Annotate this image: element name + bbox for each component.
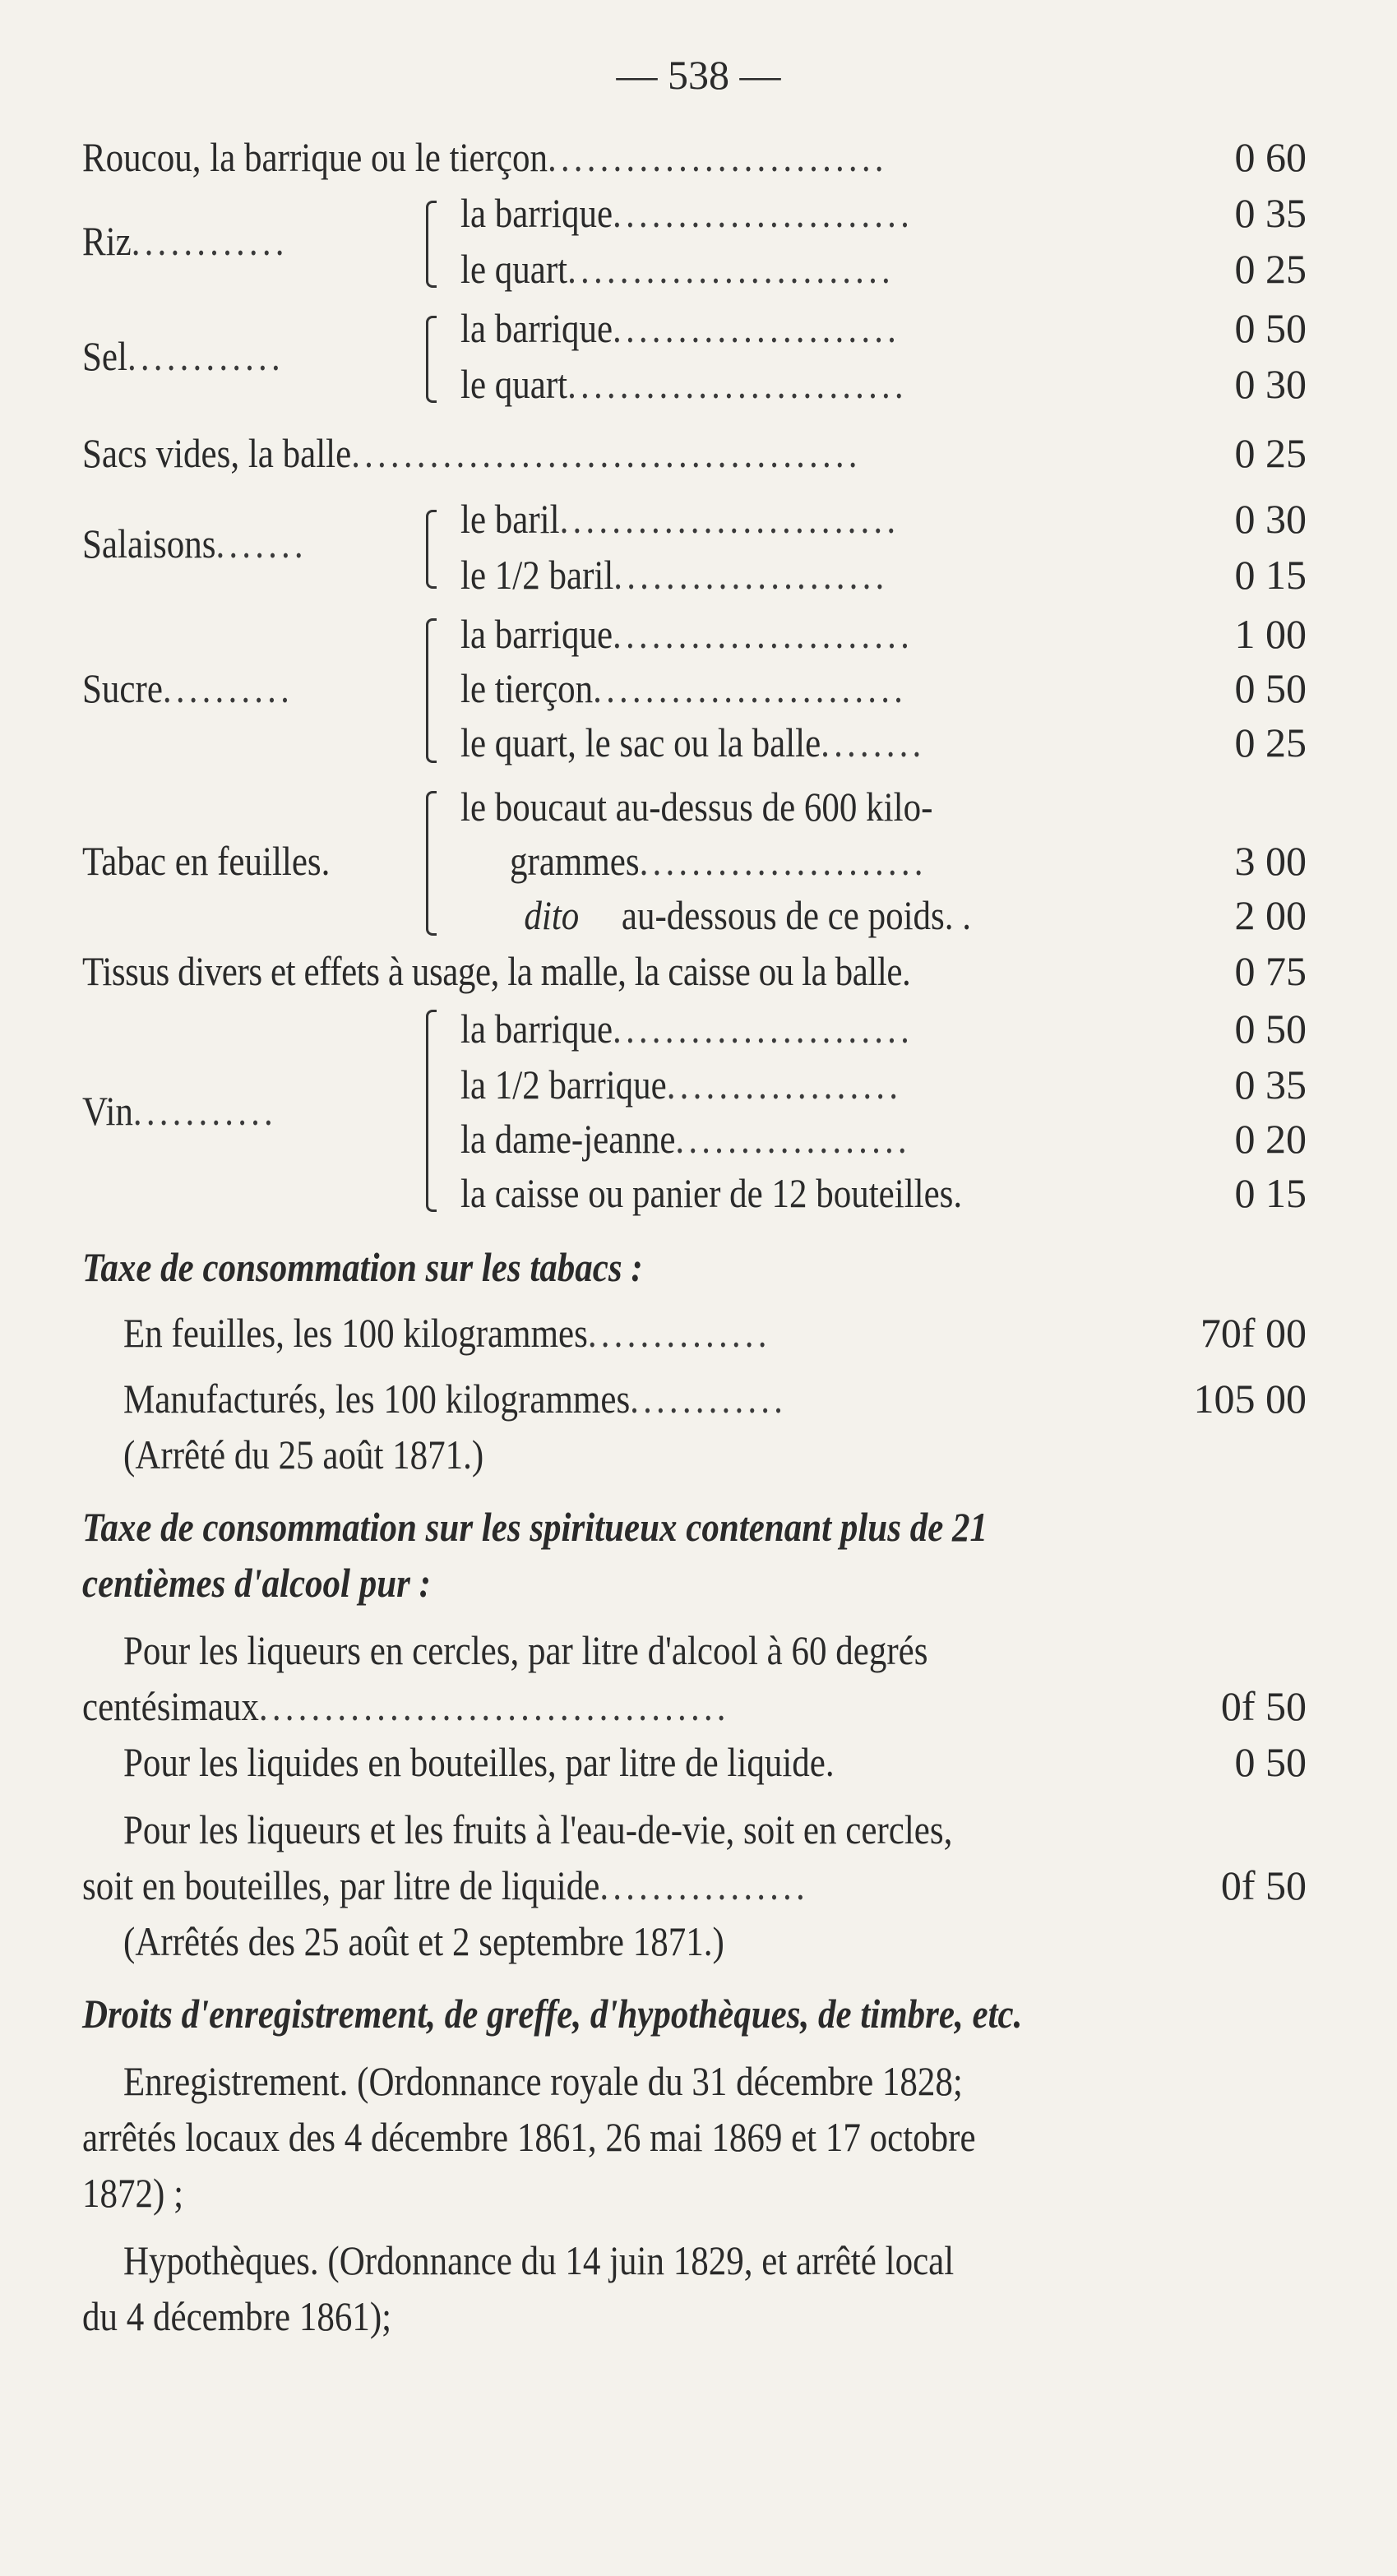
sel-sub1 xyxy=(460,303,900,354)
riz-brace xyxy=(426,201,437,288)
leader-dots: ............ xyxy=(127,333,284,379)
roucou-line xyxy=(82,132,888,183)
sucre-val1: 1 00 xyxy=(1234,611,1307,657)
sacs-label: Sacs vides, la balle xyxy=(82,430,352,476)
spiritueux-p3-value: 0f 50 xyxy=(1220,1862,1307,1908)
roucou-label: Roucou, la barrique ou le tierçon xyxy=(82,134,548,180)
leader-dots: ..................... xyxy=(613,552,889,598)
vin-sub3 xyxy=(460,1113,911,1164)
leader-dots: .................................... xyxy=(258,1683,730,1729)
salaisons-sub1-text: le baril xyxy=(460,496,560,542)
spiritueux-title-1: Taxe de consommation sur les spiritueux contenant plus de 21 xyxy=(82,1504,988,1550)
leader-dots: .............. xyxy=(587,1310,771,1356)
sacs-value: 0 25 xyxy=(1234,430,1307,476)
leader-dots: ....................... xyxy=(613,190,914,236)
leader-dots: ....... xyxy=(215,520,308,567)
leader-dots: ................ xyxy=(599,1862,809,1908)
sel-val2: 0 30 xyxy=(1234,361,1307,407)
tabacs-feuilles-label: En feuilles, les 100 kilogrammes xyxy=(123,1310,588,1356)
vin-val4: 0 15 xyxy=(1234,1170,1307,1216)
leader-dots: ...................... xyxy=(613,305,901,351)
tabac-sub2 xyxy=(460,890,971,941)
vin-sub2-text: la 1/2 barrique xyxy=(460,1061,667,1108)
leader-dots: .......................... xyxy=(547,134,888,180)
tabac-sub1b xyxy=(510,835,927,886)
leader-dots: ...................... xyxy=(639,838,927,884)
spiritueux-p1a: Pour les liqueurs en cercles, par litre d'alcool à 60 degrés xyxy=(123,1627,928,1673)
vin-sub4: la caisse ou panier de 12 bouteilles. xyxy=(460,1170,963,1216)
tabacs-section-title: Taxe de consommation sur les tabacs : xyxy=(82,1244,643,1290)
salaisons-sub1 xyxy=(460,493,900,544)
salaisons-label: Salaisons xyxy=(82,520,216,567)
riz-sub1-text: la barrique xyxy=(460,190,613,236)
sel-sub2 xyxy=(460,358,908,409)
tabac-sub1: le boucaut au-dessus de 600 kilo- xyxy=(460,784,933,830)
sucre-sub3 xyxy=(460,717,925,768)
salaisons-sub2-text: le 1/2 baril xyxy=(460,552,614,598)
spiritueux-p1b xyxy=(82,1681,730,1732)
tabacs-manuf-label: Manufacturés, les 100 kilogrammes xyxy=(123,1376,631,1422)
vin-sub1 xyxy=(460,1003,914,1054)
salaisons-label-line xyxy=(82,518,308,569)
tabacs-arrete: (Arrêté du 25 août 1871.) xyxy=(123,1431,484,1478)
droits-enr-2: arrêtés locaux des 4 décembre 1861, 26 mai 1869 et 17 octobre xyxy=(82,2114,976,2160)
riz-label: Riz xyxy=(82,218,132,264)
sucre-sub3-text: le quart, le sac ou la balle xyxy=(460,719,821,765)
droits-section-title: Droits d'enregistrement, de greffe, d'hypothèques, de timbre, etc. xyxy=(82,1991,1023,2037)
salaisons-val2: 0 15 xyxy=(1234,552,1307,598)
leader-dots: .................. xyxy=(666,1061,903,1108)
sel-label: Sel xyxy=(82,333,127,379)
spiritueux-title-2: centièmes d'alcool pur : xyxy=(82,1560,431,1606)
leader-dots: ....................................... xyxy=(351,430,862,476)
leader-dots: ............ xyxy=(630,1376,788,1422)
spiritueux-p3a: Pour les liqueurs et les fruits à l'eau-de-vie, soit en cercles, xyxy=(123,1806,953,1852)
leader-dots: .......................... xyxy=(559,496,900,542)
riz-val2: 0 25 xyxy=(1234,246,1307,292)
riz-sub2-text: le quart xyxy=(460,246,568,292)
tissus-value: 0 75 xyxy=(1234,948,1307,994)
vin-sub1-text: la barrique xyxy=(460,1006,613,1052)
leader-dots: ....................... xyxy=(613,1006,914,1052)
spiritueux-p3b xyxy=(82,1860,809,1911)
leader-dots: ........... xyxy=(132,1088,277,1134)
tabac-val1: 3 00 xyxy=(1234,838,1307,884)
vin-brace xyxy=(426,1010,437,1212)
spiritueux-p2: Pour les liquides en bouteilles, par litre de liquide. xyxy=(123,1739,835,1785)
riz-sub1 xyxy=(460,187,914,238)
leader-dots: .......... xyxy=(162,665,294,711)
sucre-label-line xyxy=(82,663,294,714)
tabac-val2: 2 00 xyxy=(1234,892,1307,938)
vin-label-line xyxy=(82,1085,277,1136)
spiritueux-p1b-text: centésimaux xyxy=(82,1683,259,1729)
sel-brace xyxy=(426,316,437,403)
sucre-sub2-text: le tierçon xyxy=(460,665,594,711)
vin-val1: 0 50 xyxy=(1234,1006,1307,1052)
sucre-val3: 0 25 xyxy=(1234,719,1307,765)
leader-dots: ....................... xyxy=(613,611,914,657)
leader-dots: ............ xyxy=(131,218,289,264)
salaisons-sub2 xyxy=(460,549,888,600)
sucre-sub2 xyxy=(460,663,907,714)
tabac-dito: dito xyxy=(524,892,580,938)
page-number: — 538 — xyxy=(616,52,781,98)
spiritueux-p3b-text: soit en bouteilles, par litre de liquide xyxy=(82,1862,600,1908)
tissus-line: Tissus divers et effets à usage, la malle, la caisse ou la balle. xyxy=(82,948,911,994)
sucre-sub1-text: la barrique xyxy=(460,611,613,657)
tabacs-feuilles-line xyxy=(123,1307,771,1358)
leader-dots: ......................... xyxy=(567,246,895,292)
sucre-brace xyxy=(426,618,437,763)
droits-enr-1: Enregistrement. (Ordonnance royale du 31 décembre 1828; xyxy=(123,2058,963,2104)
sel-label-line xyxy=(82,331,284,382)
roucou-value: 0 60 xyxy=(1234,134,1307,180)
vin-sub2 xyxy=(460,1059,902,1110)
tabac-brace xyxy=(426,791,437,936)
spiritueux-arrete: (Arrêtés des 25 août et 2 septembre 1871.) xyxy=(123,1918,724,1964)
sacs-line xyxy=(82,428,862,479)
sel-val1: 0 50 xyxy=(1234,305,1307,351)
salaisons-val1: 0 30 xyxy=(1234,496,1307,542)
spiritueux-p1-value: 0f 50 xyxy=(1220,1683,1307,1729)
sucre-sub1 xyxy=(460,608,914,659)
droits-hyp-1: Hypothèques. (Ordonnance du 14 juin 1829, et arrêté local xyxy=(123,2237,955,2283)
tabac-label: Tabac en feuilles. xyxy=(82,838,331,884)
tabac-sub2b: au-dessous de ce poids. . xyxy=(621,892,972,938)
leader-dots: .................. xyxy=(675,1116,911,1162)
droits-hyp-2: du 4 décembre 1861); xyxy=(82,2293,392,2339)
leader-dots: .......................... xyxy=(567,361,908,407)
sel-sub2-text: le quart xyxy=(460,361,568,407)
salaisons-brace xyxy=(426,510,437,589)
vin-val3: 0 20 xyxy=(1234,1116,1307,1162)
tabacs-manuf-line xyxy=(123,1373,787,1424)
sucre-label: Sucre xyxy=(82,665,163,711)
tabacs-feuilles-value: 70f 00 xyxy=(1200,1310,1307,1356)
riz-val1: 0 35 xyxy=(1234,190,1307,236)
vin-val2: 0 35 xyxy=(1234,1061,1307,1108)
vin-label: Vin xyxy=(82,1088,133,1134)
spiritueux-p2-value: 0 50 xyxy=(1234,1739,1307,1785)
leader-dots: ........................ xyxy=(593,665,908,711)
sucre-val2: 0 50 xyxy=(1234,665,1307,711)
riz-sub2 xyxy=(460,243,895,294)
vin-sub3-text: la dame-jeanne xyxy=(460,1116,676,1162)
tabac-sub1b-text: grammes xyxy=(510,838,640,884)
riz-label-line xyxy=(82,215,289,266)
droits-enr-3: 1872) ; xyxy=(82,2170,184,2216)
sel-sub1-text: la barrique xyxy=(460,305,613,351)
tabacs-manuf-value: 105 00 xyxy=(1193,1376,1307,1422)
leader-dots: ........ xyxy=(821,719,926,765)
